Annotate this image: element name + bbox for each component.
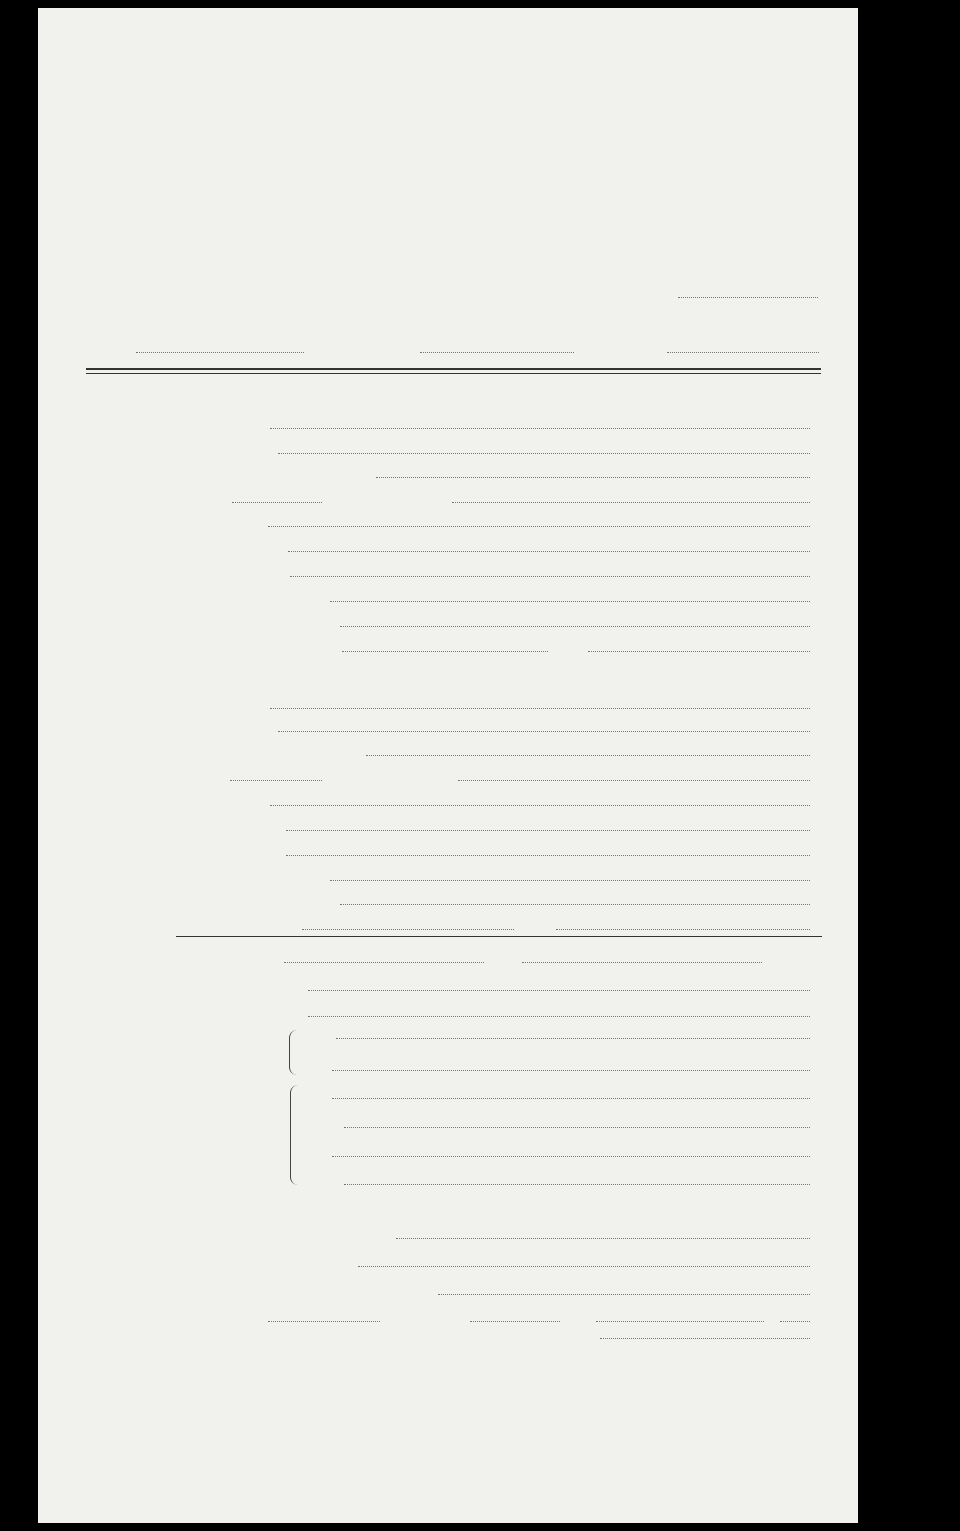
marriage-register-form	[38, 8, 858, 1523]
